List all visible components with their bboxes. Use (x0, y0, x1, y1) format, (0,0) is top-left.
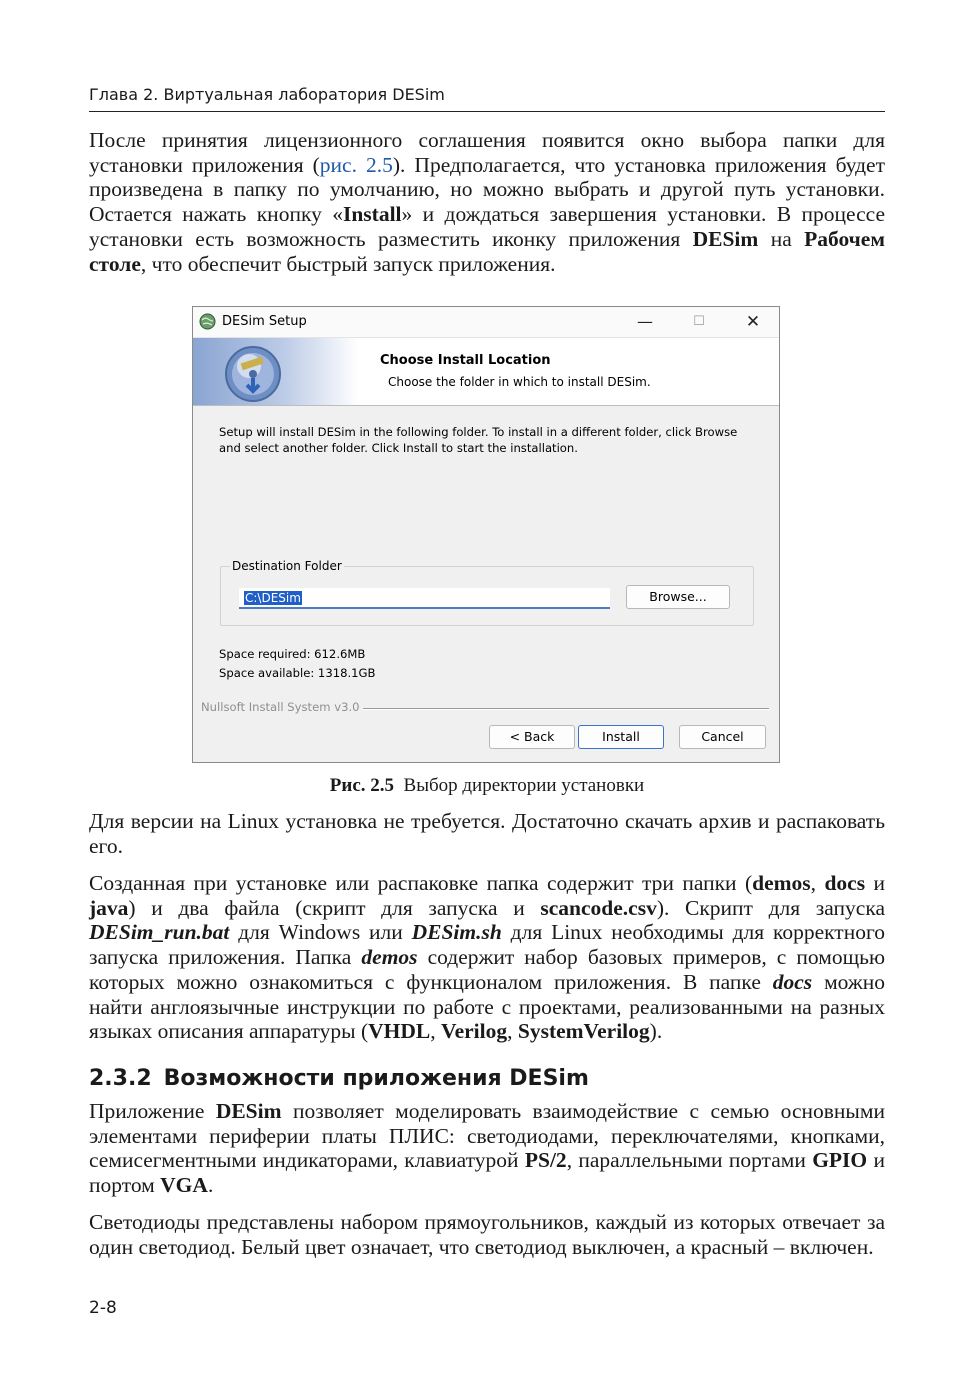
header-banner (193, 338, 779, 406)
paragraph-leds: Светодиоды представлены набором прямоугольников, каждый из которых отвечает за один светодиод. Белый цвет означает, что светодиод выключен, а красный – включен. (89, 1210, 885, 1259)
space-required: Space required: 612.6MB (219, 647, 366, 661)
section-heading (89, 1064, 589, 1094)
figure-reference-link[interactable]: рис. 2.5 (319, 152, 393, 177)
destination-path-value: C:\DESim (245, 591, 301, 605)
figure-caption (89, 775, 885, 797)
installer-disc-icon (223, 344, 283, 404)
destination-folder-label: Destination Folder (232, 559, 342, 573)
running-header: Глава 2. Виртуальная лаборатория DESim (89, 84, 885, 112)
nsis-version-label: Nullsoft Install System v3.0 (201, 700, 360, 714)
paragraph-capabilities: Приложение DESim позволяет моделировать взаимодействие с семью основными элементами периферии платы ПЛИС: светодиодами, переключателями, кнопками, семисегментными индикаторами, клавиатурой PS/2, параллельными портами GPIO и портом VGA. (89, 1099, 885, 1198)
install-button[interactable]: Install (578, 725, 664, 749)
paragraph-install-location: После принятия лицензионного соглашения появится окно выбора папки для установки приложения (рис. 2.5). Предполагается, что установка приложения будет произведена в папку по умолчанию, но можно выбрать и другой путь установки. Остается нажать кнопку «Install» и дождаться завершения установки. В процессе установки есть возможность разместить иконку приложения DESim на Рабочем столе, что обеспечит быстрый запуск приложения. (89, 128, 885, 276)
browse-button[interactable]: Browse... (626, 585, 730, 609)
title-bar[interactable] (193, 307, 779, 338)
close-button[interactable]: ✕ (745, 312, 761, 332)
space-available: Space available: 1318.1GB (219, 666, 376, 680)
section-number: 2.3.2 (89, 1066, 152, 1091)
destination-path-input[interactable] (239, 588, 610, 609)
section-title: Возможности приложения DESim (163, 1066, 589, 1091)
window-title: DESim Setup (222, 314, 307, 329)
back-button[interactable]: < Back (489, 725, 575, 749)
figure-label: Рис. 2.5 (329, 775, 395, 796)
setup-dialog (192, 306, 780, 763)
banner-subtitle: Choose the folder in which to install DESim. (388, 375, 651, 389)
instructions-text: Setup will install DESim in the following folder. To install in a different folder, click Browse and select another folder. Click Install to start the installation. (219, 425, 738, 455)
paragraph-linux: Для версии на Linux установка не требуется. Достаточно скачать архив и распаковать его. (89, 809, 885, 858)
maximize-button[interactable]: ☐ (693, 314, 705, 329)
separator-line (363, 708, 769, 710)
paragraph-folder-contents: Созданная при установке или распаковке папка содержит три папки (demos, docs и java) и два файла (скрипт для запуска и scancode.csv). Скрипт для запуска DESim_run.bat для Windows или DESim.sh для Linux необходимы для корректного запуска приложения. Папка demos содержит набор базовых примеров, с помощью которых можно ознакомиться с функционалом приложения. В папке docs можно найти англоязычные инструкции по работе с проектами, реализованными на разных языках описания аппаратуры (VHDL, Verilog, SystemVerilog). (89, 871, 886, 1044)
minimize-button[interactable]: — (637, 312, 653, 331)
banner-title: Choose Install Location (380, 353, 551, 368)
cancel-button[interactable]: Cancel (679, 725, 766, 749)
figure-caption-text: Выбор директории установки (403, 775, 645, 796)
page-number: 2-8 (89, 1298, 117, 1318)
app-globe-icon (199, 313, 216, 330)
